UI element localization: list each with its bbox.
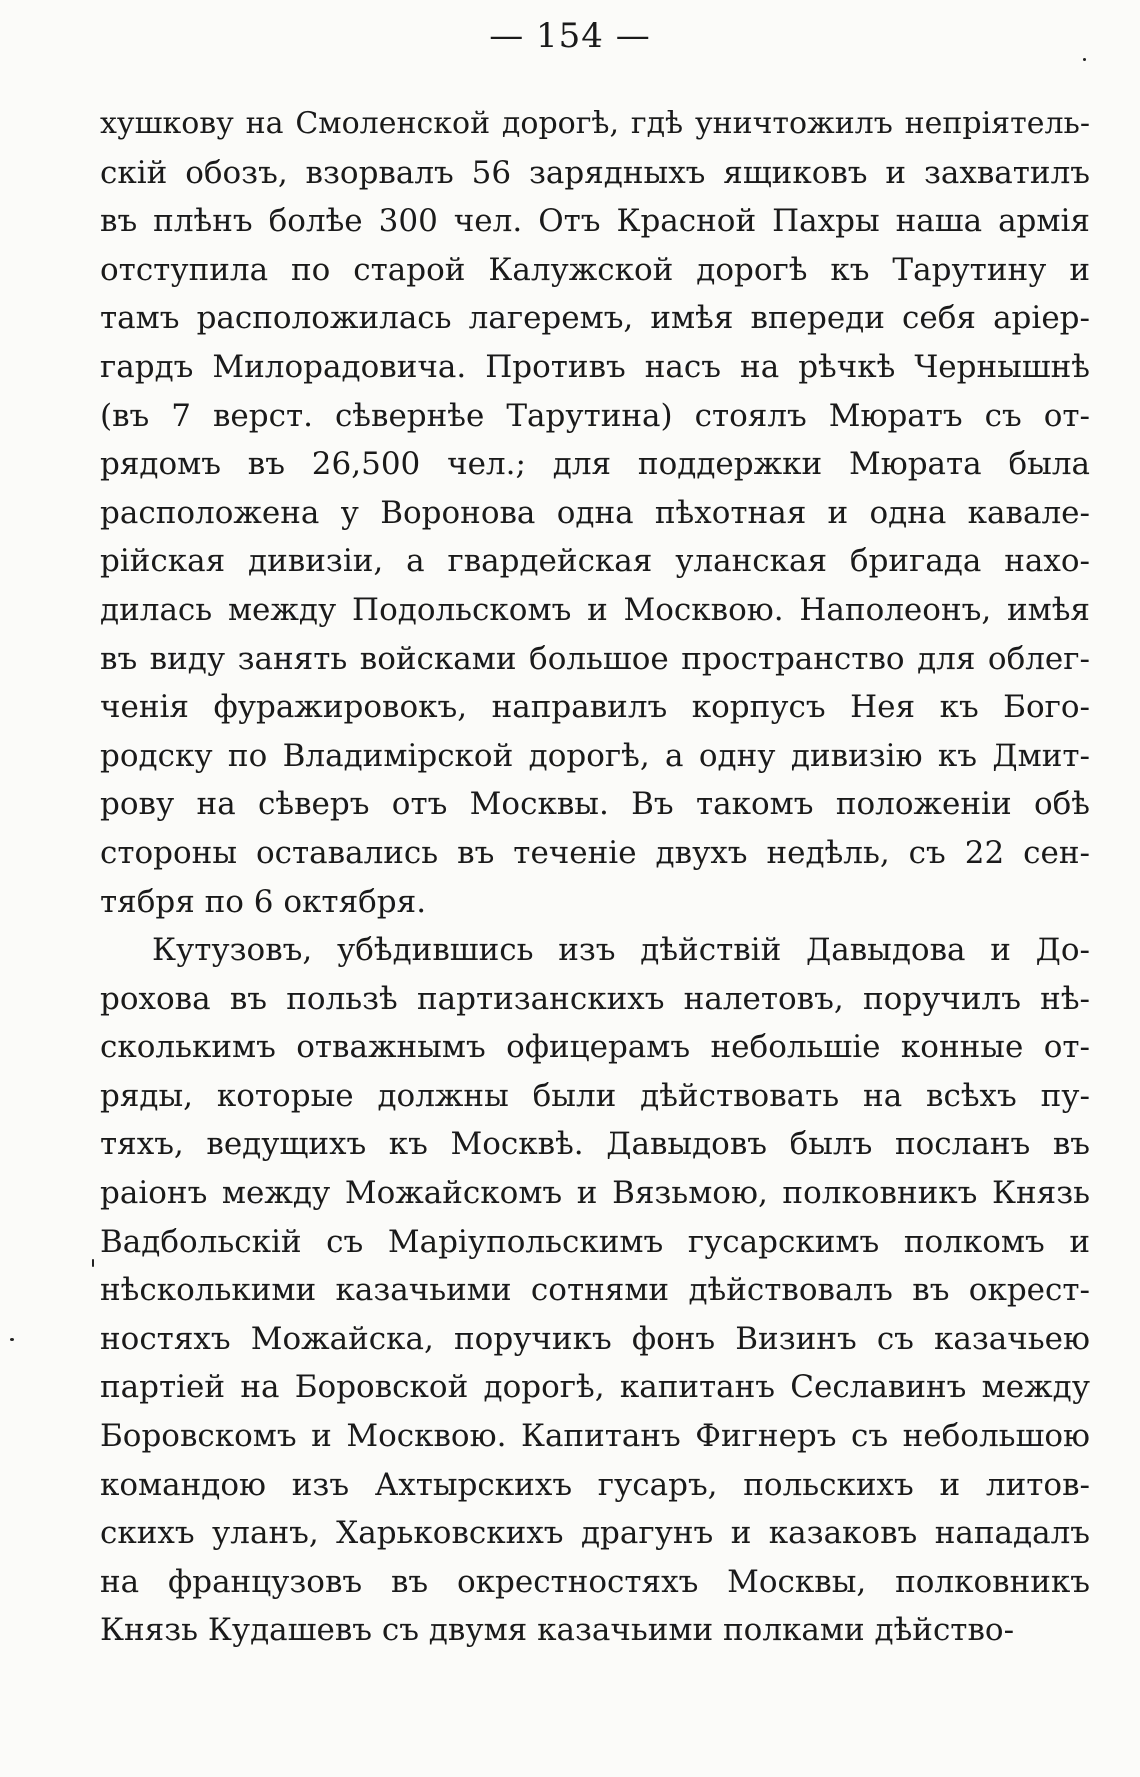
- text-line: (въ 7 верст. сѣвернѣе Тарутина) стоялъ Мюратъ съ от-: [100, 397, 1090, 434]
- text-line: раіонъ между Можайскомъ и Вязьмою, полковникъ Князь: [100, 1175, 1090, 1212]
- text-line: на французовъ въ окрестностяхъ Москвы, полковникъ: [100, 1563, 1090, 1600]
- text-line: скій обозъ, взорвалъ 56 зарядныхъ ящиковъ и захватилъ: [100, 154, 1090, 191]
- text-line: рохова въ пользѣ партизанскихъ налетовъ, поручилъ нѣ-: [100, 980, 1090, 1017]
- scan-speck: [1083, 58, 1086, 61]
- text-line: тября по 6 октября.: [100, 883, 427, 920]
- text-line: Боровскомъ и Москвою. Капитанъ Фигнеръ съ небольшою: [100, 1418, 1090, 1455]
- scan-speck: [10, 1338, 14, 1341]
- text-line: расположена у Воронова одна пѣхотная и одна кавале-: [100, 494, 1090, 531]
- text-line: отступила по старой Калужской дорогѣ къ Тарутину и: [100, 251, 1090, 288]
- text-line: Кутузовъ, убѣдившись изъ дѣйствій Давыдова и До-: [152, 932, 1090, 969]
- text-line: ченія фуражировокъ, направилъ корпусъ Нея къ Бого-: [100, 689, 1090, 726]
- paragraph: [100, 100, 1090, 926]
- text-line: командою изъ Ахтырскихъ гусаръ, польскихъ и литов-: [100, 1466, 1090, 1503]
- text-line: рядомъ въ 26,500 чел.; для поддержки Мюрата была: [100, 446, 1090, 483]
- paragraph: [100, 926, 1090, 1655]
- page-number: — 154 —: [489, 16, 651, 56]
- text-line: партіей на Боровской дорогѣ, капитанъ Сеславинъ между: [100, 1369, 1090, 1406]
- text-line: ряды, которые должны были дѣйствовать на всѣхъ пу-: [100, 1077, 1090, 1114]
- text-line: нѣсколькими казачьими сотнями дѣйствовалъ въ окрест-: [100, 1272, 1090, 1309]
- text-line: въ виду занять войсками большое пространство для облег-: [100, 640, 1090, 677]
- text-line: скихъ уланъ, Харьковскихъ драгунъ и казаковъ нападалъ: [100, 1515, 1090, 1552]
- text-line: въ плѣнъ болѣе 300 чел. Отъ Красной Пахры наша армія: [100, 203, 1090, 240]
- scan-speck: [92, 1259, 94, 1267]
- text-line: хушкову на Смоленской дорогѣ, гдѣ уничтожилъ непріятель-: [100, 106, 1090, 141]
- text-line: рову на сѣверъ отъ Москвы. Въ такомъ положеніи обѣ: [100, 786, 1090, 823]
- text-line: ностяхъ Можайска, поручикъ фонъ Визинъ съ казачьею: [100, 1320, 1090, 1357]
- text-line: Князь Кудашевъ съ двумя казачьими полками дѣйство-: [100, 1612, 1015, 1649]
- text-line: Вадбольскій съ Маріупольскимъ гусарскимъ полкомъ и: [100, 1223, 1090, 1260]
- body-text: [100, 100, 1090, 1655]
- text-line: рійская дивизіи, а гвардейская уланская бригада нахо-: [100, 543, 1090, 580]
- text-line: тяхъ, ведущихъ къ Москвѣ. Давыдовъ былъ посланъ въ: [100, 1126, 1090, 1163]
- text-line: дилась между Подольскомъ и Москвою. Наполеонъ, имѣя: [100, 591, 1090, 628]
- text-line: сколькимъ отважнымъ офицерамъ небольшіе конные от-: [100, 1029, 1090, 1066]
- text-line: тамъ расположилась лагеремъ, имѣя впереди себя аріер-: [100, 300, 1090, 337]
- text-line: родску по Владимірской дорогѣ, а одну дивизію къ Дмит-: [100, 737, 1090, 774]
- text-line: гардъ Милорадовича. Противъ насъ на рѣчкѣ Чернышнѣ: [100, 348, 1090, 385]
- text-line: стороны оставались въ теченіе двухъ недѣль, съ 22 сен-: [100, 834, 1090, 871]
